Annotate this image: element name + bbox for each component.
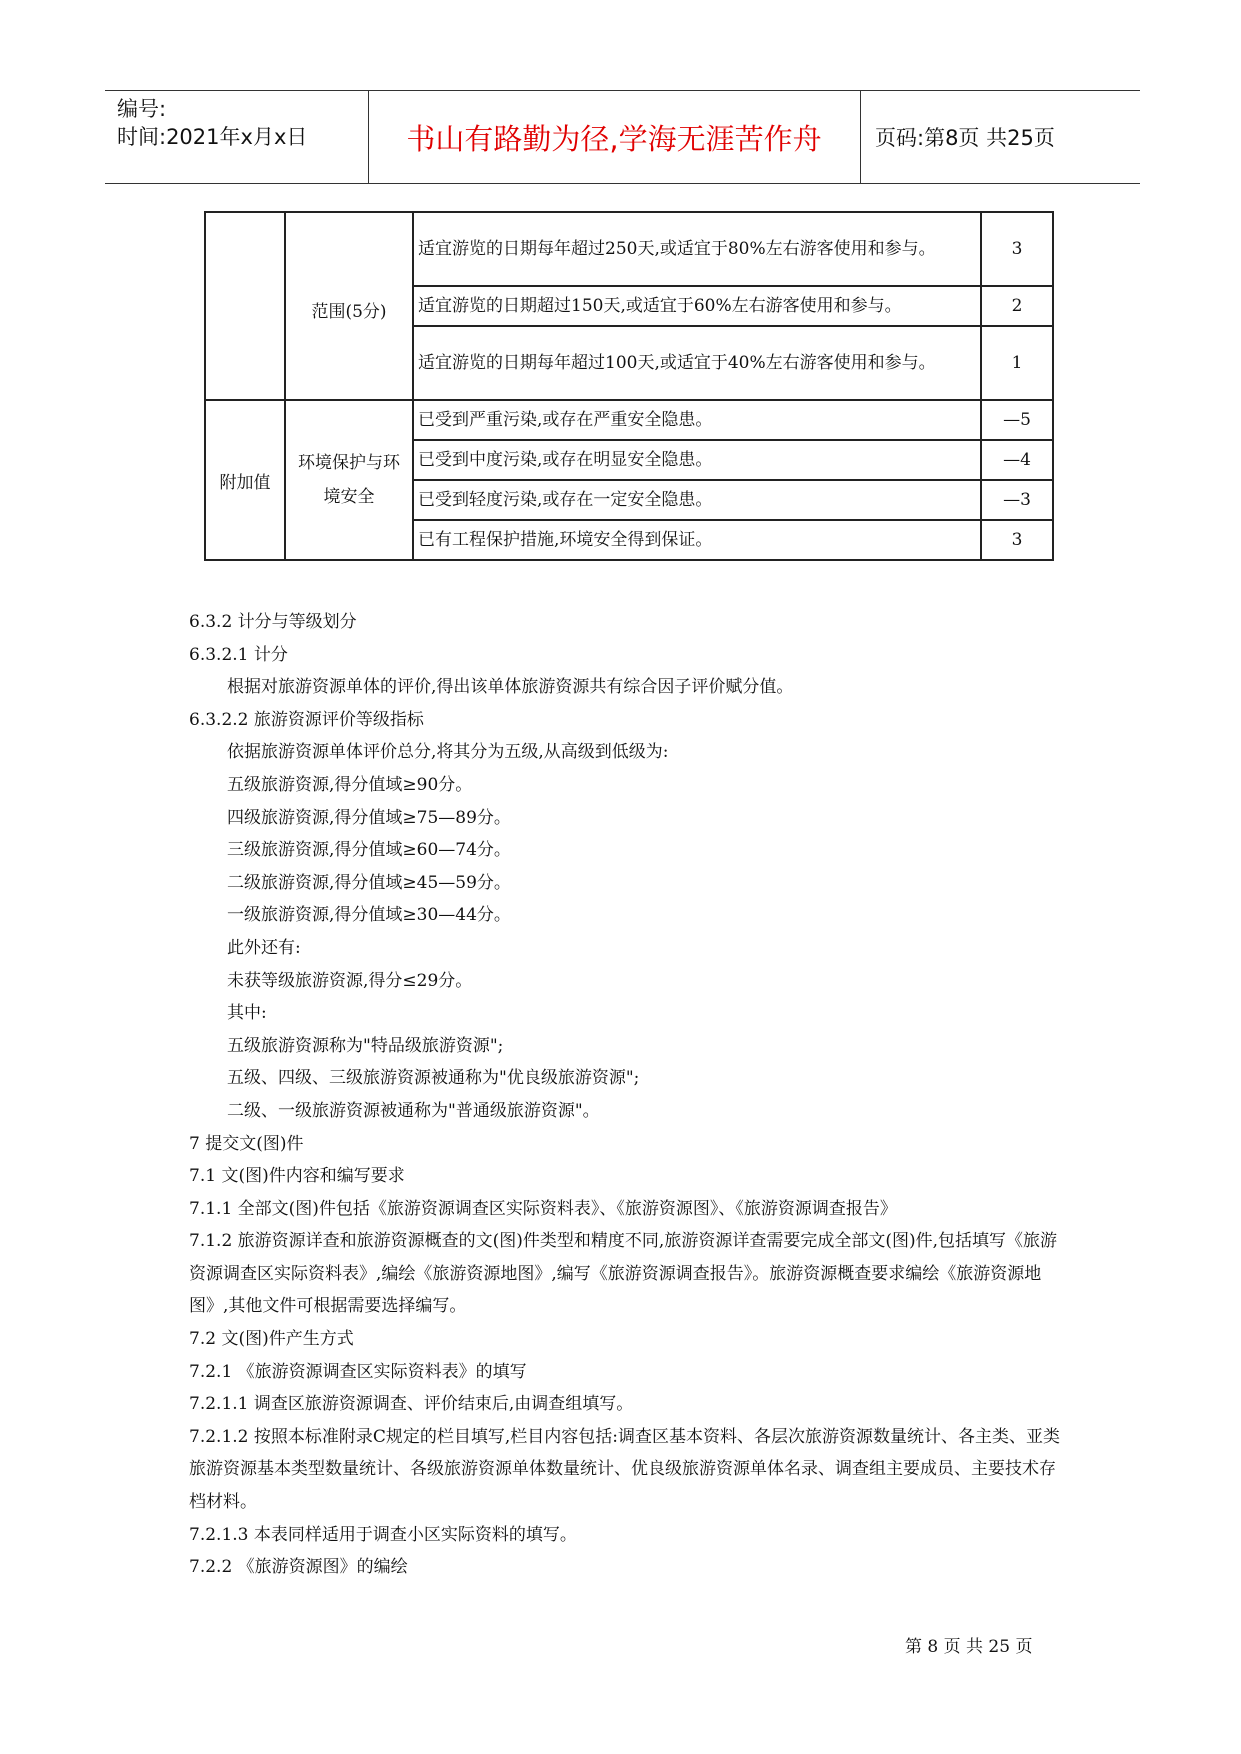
paragraph: 一级旅游资源,得分值域≥30—44分。: [227, 905, 511, 926]
table-row: [205, 400, 1053, 440]
paragraph: 四级旅游资源,得分值域≥75—89分。: [227, 807, 511, 828]
description-cell: 适宜游览的日期每年超过250天,或适宜于80%左右游客使用和参与。: [413, 212, 981, 286]
paragraph: 五级、四级、三级旅游资源被通称为"优良级旅游资源";: [227, 1068, 640, 1089]
body-text: [189, 606, 1069, 1584]
criterion-cell: 环境保护与环境安全: [285, 400, 413, 560]
paragraph: 三级旅游资源,得分值域≥60—74分。: [227, 840, 511, 861]
paragraph: 此外还有:: [227, 937, 301, 958]
description-cell: 适宜游览的日期每年超过100天,或适宜于40%左右游客使用和参与。: [413, 326, 981, 400]
score-cell: 2: [981, 286, 1053, 326]
paragraph: 二级旅游资源,得分值域≥45—59分。: [227, 872, 511, 893]
paragraph: 未获等级旅游资源,得分≤29分。: [227, 970, 473, 991]
score-cell: 3: [981, 520, 1053, 560]
header-divider: [860, 91, 861, 183]
paragraph: 五级旅游资源称为"特品级旅游资源";: [227, 1035, 504, 1056]
paragraph: 7.2.1.2 按照本标准附录C规定的栏目填写,栏目内容包括:调查区基本资料、各层次旅游资源数量统计、各主类、亚类旅游资源基本类型数量统计、各级旅游资源单体数量统计、优良级旅游资源单体名录、调查组主要成员、主要技术存档材料。: [189, 1426, 1061, 1513]
page-header: [105, 90, 1140, 184]
section-heading: 6.3.2.2 旅游资源评价等级指标: [189, 709, 424, 730]
time-label: 时间:2021年x月x日: [117, 125, 308, 149]
score-cell: 3: [981, 212, 1053, 286]
score-cell: —4: [981, 440, 1053, 480]
paragraph: 7.2.1.3 本表同样适用于调查小区实际资料的填写。: [189, 1524, 577, 1545]
category-cell: [205, 212, 285, 400]
section-heading: 7 提交文(图)件: [189, 1133, 304, 1154]
paragraph: 其中:: [227, 1003, 267, 1024]
section-heading: 7.2 文(图)件产生方式: [189, 1329, 354, 1350]
page-footer: 第 8 页 共 25 页: [905, 1637, 1033, 1657]
section-heading: 7.2.1 《旅游资源调查区实际资料表》的填写: [189, 1361, 527, 1382]
paragraph: 根据对旅游资源单体的评价,得出该单体旅游资源共有综合因子评价赋分值。: [227, 677, 794, 698]
paragraph: 二级、一级旅游资源被通称为"普通级旅游资源"。: [227, 1100, 600, 1121]
description-cell: 适宜游览的日期超过150天,或适宜于60%左右游客使用和参与。: [413, 286, 981, 326]
score-cell: —3: [981, 480, 1053, 520]
score-cell: 1: [981, 326, 1053, 400]
section-heading: 7.1 文(图)件内容和编写要求: [189, 1166, 405, 1187]
section-heading: 6.3.2 计分与等级划分: [189, 612, 357, 632]
section-heading: 7.2.2 《旅游资源图》的编绘: [189, 1557, 408, 1578]
description-cell: 已受到严重污染,或存在严重安全隐患。: [413, 400, 981, 440]
table-row: [205, 212, 1053, 286]
paragraph: 五级旅游资源,得分值域≥90分。: [227, 774, 473, 795]
code-label: 编号:: [117, 97, 167, 121]
description-cell: 已有工程保护措施,环境安全得到保证。: [413, 520, 981, 560]
category-cell: 附加值: [205, 400, 285, 560]
description-cell: 已受到轻度污染,或存在一定安全隐患。: [413, 480, 981, 520]
header-meta: [117, 95, 307, 151]
score-cell: —5: [981, 400, 1053, 440]
paragraph: 依据旅游资源单体评价总分,将其分为五级,从高级到低级为:: [227, 742, 669, 763]
criterion-cell: 范围(5分): [285, 212, 413, 400]
section-heading: 6.3.2.1 计分: [189, 644, 288, 665]
header-motto: 书山有路勤为径,学海无涯苦作舟: [406, 121, 822, 156]
evaluation-table: [204, 211, 1054, 561]
header-page-label: 页码:第8页 共25页: [875, 126, 1055, 150]
description-cell: 已受到中度污染,或存在明显安全隐患。: [413, 440, 981, 480]
paragraph: 7.1.1 全部文(图)件包括《旅游资源调查区实际资料表》、《旅游资源图》、《旅游资源调查报告》: [189, 1198, 897, 1219]
paragraph: 7.2.1.1 调查区旅游资源调查、评价结束后,由调查组填写。: [189, 1394, 634, 1415]
paragraph: 7.1.2 旅游资源详查和旅游资源概查的文(图)件类型和精度不同,旅游资源详查需要完成全部文(图)件,包括填写《旅游资源调查区实际资料表》,编绘《旅游资源地图》,编写《旅游资源调查报告》。旅游资源概查要求编绘《旅游资源地图》,其他文件可根据需要选择编写。: [189, 1231, 1057, 1317]
